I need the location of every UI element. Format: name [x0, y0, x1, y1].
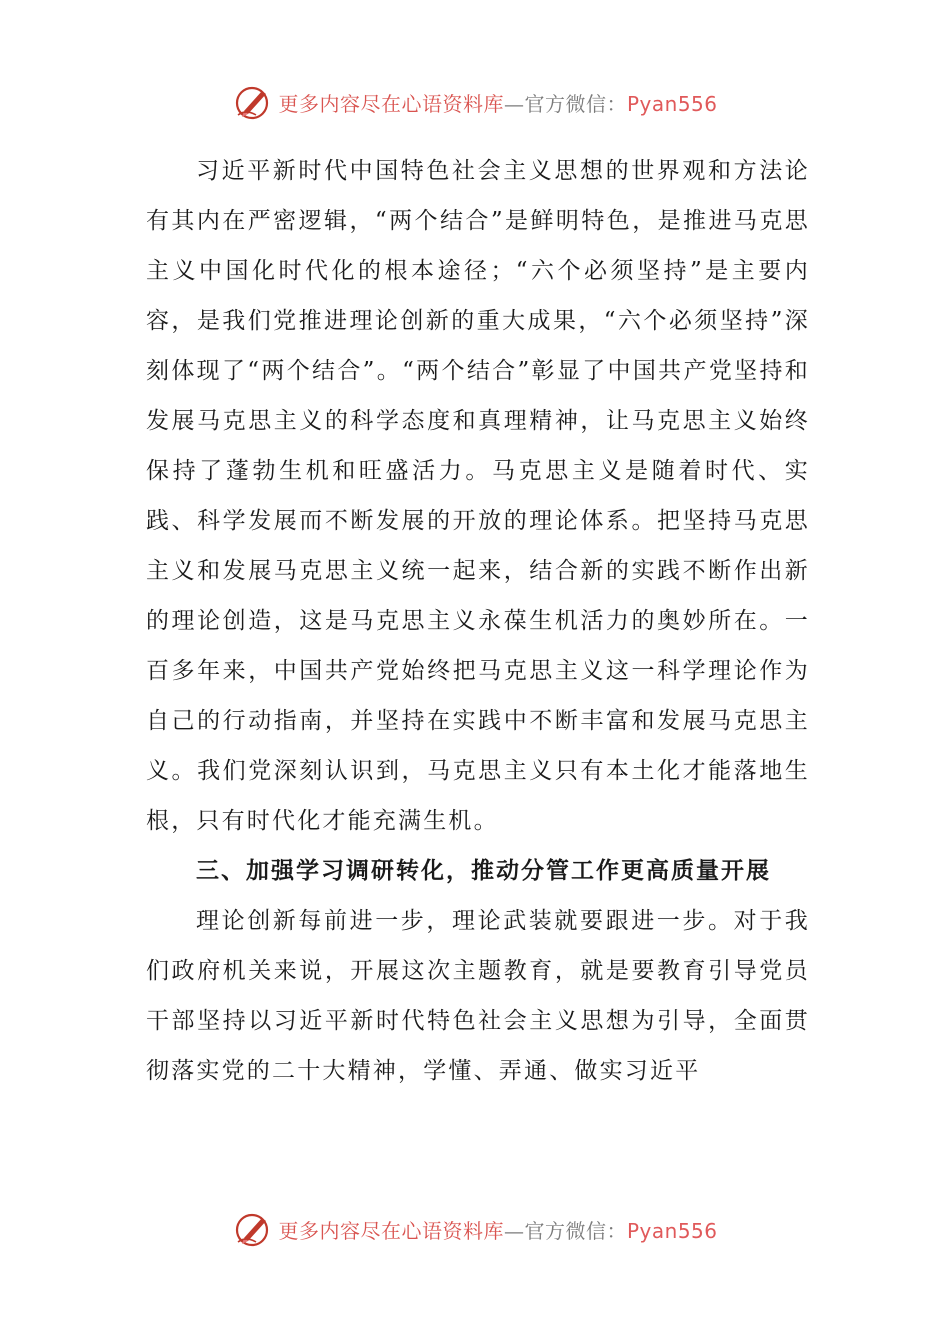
- section-heading-3: 三、加强学习调研转化，推动分管工作更高质量开展: [196, 858, 771, 884]
- footer-watermark-inner: [232, 1208, 717, 1250]
- watermark-brand-text: 更多内容尽在心语资料库: [278, 1218, 504, 1243]
- watermark-brand-text: 更多内容尽在心语资料库: [278, 91, 504, 116]
- watermark-wechat-id: Pyan556: [626, 1218, 718, 1243]
- header-watermark-inner: [232, 81, 717, 123]
- watermark-text: [278, 88, 717, 117]
- watermark-wechat-label: 官方微信：: [524, 91, 627, 116]
- watermark-text: [278, 1215, 717, 1244]
- watermark-wechat-id: Pyan556: [626, 91, 718, 116]
- body-paragraph-2: 理论创新每前进一步，理论武装就要跟进一步。对于我们政府机关来说，开展这次主题教育，就是要教育引导党员干部坚持以习近平新时代特色社会主义思想为引导，全面贯彻落实党的二十大精神，学懂、弄通、做实习近平: [146, 908, 810, 1084]
- footer-watermark-banner: [0, 1207, 950, 1251]
- watermark-dash: —: [503, 1218, 525, 1243]
- watermark-dash: —: [503, 91, 525, 116]
- header-watermark-banner: [0, 80, 950, 124]
- watermark-wechat-label: 官方微信：: [524, 1218, 627, 1243]
- pen-circle-logo-icon: [232, 81, 274, 123]
- document-body: [146, 146, 810, 1096]
- pen-circle-logo-icon: [232, 1208, 274, 1250]
- body-paragraph-1: 习近平新时代中国特色社会主义思想的世界观和方法论有其内在严密逻辑，“两个结合”是鲜明特色，是推进马克思主义中国化时代化的根本途径；“六个必须坚持”是主要内容，是我们党推进理论创新的重大成果，“六个必须坚持”深刻体现了“两个结合”。“两个结合”彰显了中国共产党坚持和发展马克思主义的科学态度和真理精神，让马克思主义始终保持了蓬勃生机和旺盛活力。马克思主义是随着时代、实践、科学发展而不断发展的开放的理论体系。把坚持马克思主义和发展马克思主义统一起来，结合新的实践不断作出新的理论创造，这是马克思主义永葆生机活力的奥妙所在。一百多年来，中国共产党始终把马克思主义这一科学理论作为自己的行动指南，并坚持在实践中不断丰富和发展马克思主义。我们党深刻认识到，马克思主义只有本土化才能落地生根，只有时代化才能充满生机。: [146, 158, 810, 834]
